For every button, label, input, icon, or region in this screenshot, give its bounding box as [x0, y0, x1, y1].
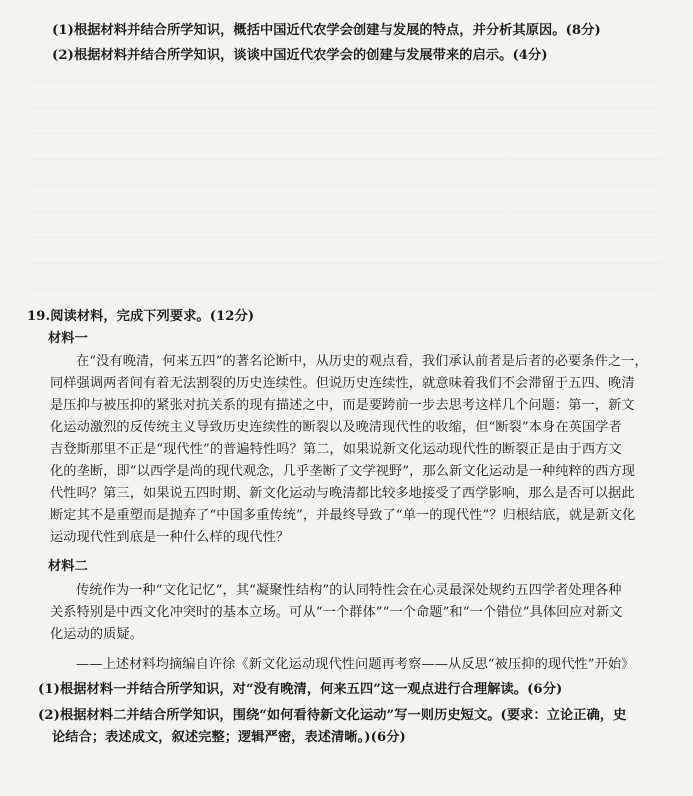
material-1-line: 吉登斯那里不正是“现代性”的普遍特性吗？第二，如果说新文化运动现代性的断裂正是由于西方文	[50, 442, 622, 457]
material-1-label: 材料一	[48, 331, 88, 346]
material-1-line: 化运动激烈的反传统主义导致历史连续性的断裂以及晚清现代性的收缩，但“断裂”本身在英国学者	[50, 420, 622, 435]
q19-title: 19.阅读材料，完成下列要求。(12分)	[27, 309, 255, 324]
sub-question-1: (1)根据材料一并结合所学知识，对“没有晚清，何来五四”这一观点进行合理解读。(6分)	[38, 682, 563, 697]
question-1: (1)根据材料并结合所学知识，概括中国近代农学会创建与发展的特点，并分析其原因。(8分)	[52, 23, 601, 38]
material-1-line: 是压抑与被压抑的紧张对抗关系的现有描述之中，而是要跨前一步去思考这样几个问题：第一，新文	[50, 398, 635, 413]
show-through-background	[30, 70, 663, 290]
material-2-line: 传统作为一种“文化记忆”，其“凝聚性结构”的认同特性会在心灵最深处规约五四学者处理各种	[76, 583, 622, 598]
sub-question-2-line-2: 论结合；表述成文，叙述完整；逻辑严密，表述清晰。)(6分)	[52, 730, 406, 745]
material-1-line: 同样强调两者间有着无法割裂的历史连续性。但说历史连续性，就意味着我们不会滞留于五四、晚清	[50, 376, 635, 391]
material-1-line: 代性吗？第三，如果说五四时期、新文化运动与晚清都比较多地接受了西学影响，那么是否可以据此	[50, 486, 635, 501]
sub-question-2-line-1: (2)根据材料二并结合所学知识，围绕“如何看待新文化运动”写一则历史短文。(要求：立论正确，史	[38, 708, 627, 723]
material-2-line: 化运动的质疑。	[50, 627, 144, 642]
source-citation: ——上述材料均摘编自许徐《新文化运动现代性问题再考察——从反思“被压抑的现代性”开始》	[76, 657, 635, 672]
material-1-line: 运动现代性到底是一种什么样的现代性？	[50, 530, 290, 545]
material-1-line: 化的垄断，即“以西学是尚的现代观念，几乎垄断了文学视野”，那么新文化运动是一种纯粹的西方现	[50, 464, 636, 479]
material-1-line: 断定其不是重塑而是抛弃了“中国多重传统”，并最终导致了“单一的现代性”？归根结底，就是新文化	[50, 508, 636, 523]
material-2-line: 关系特别是中西文化冲突时的基本立场。可从“一个群体”“一个命题”和“一个错位”具体回应对新文	[50, 605, 623, 620]
material-2-label: 材料二	[48, 559, 88, 574]
question-2: (2)根据材料并结合所学知识，谈谈中国近代农学会的创建与发展带来的启示。(4分)	[52, 48, 548, 63]
material-1-line: 在“没有晚清，何来五四”的著名论断中，从历史的观点看，我们承认前者是后者的必要条件之一，	[76, 354, 648, 369]
